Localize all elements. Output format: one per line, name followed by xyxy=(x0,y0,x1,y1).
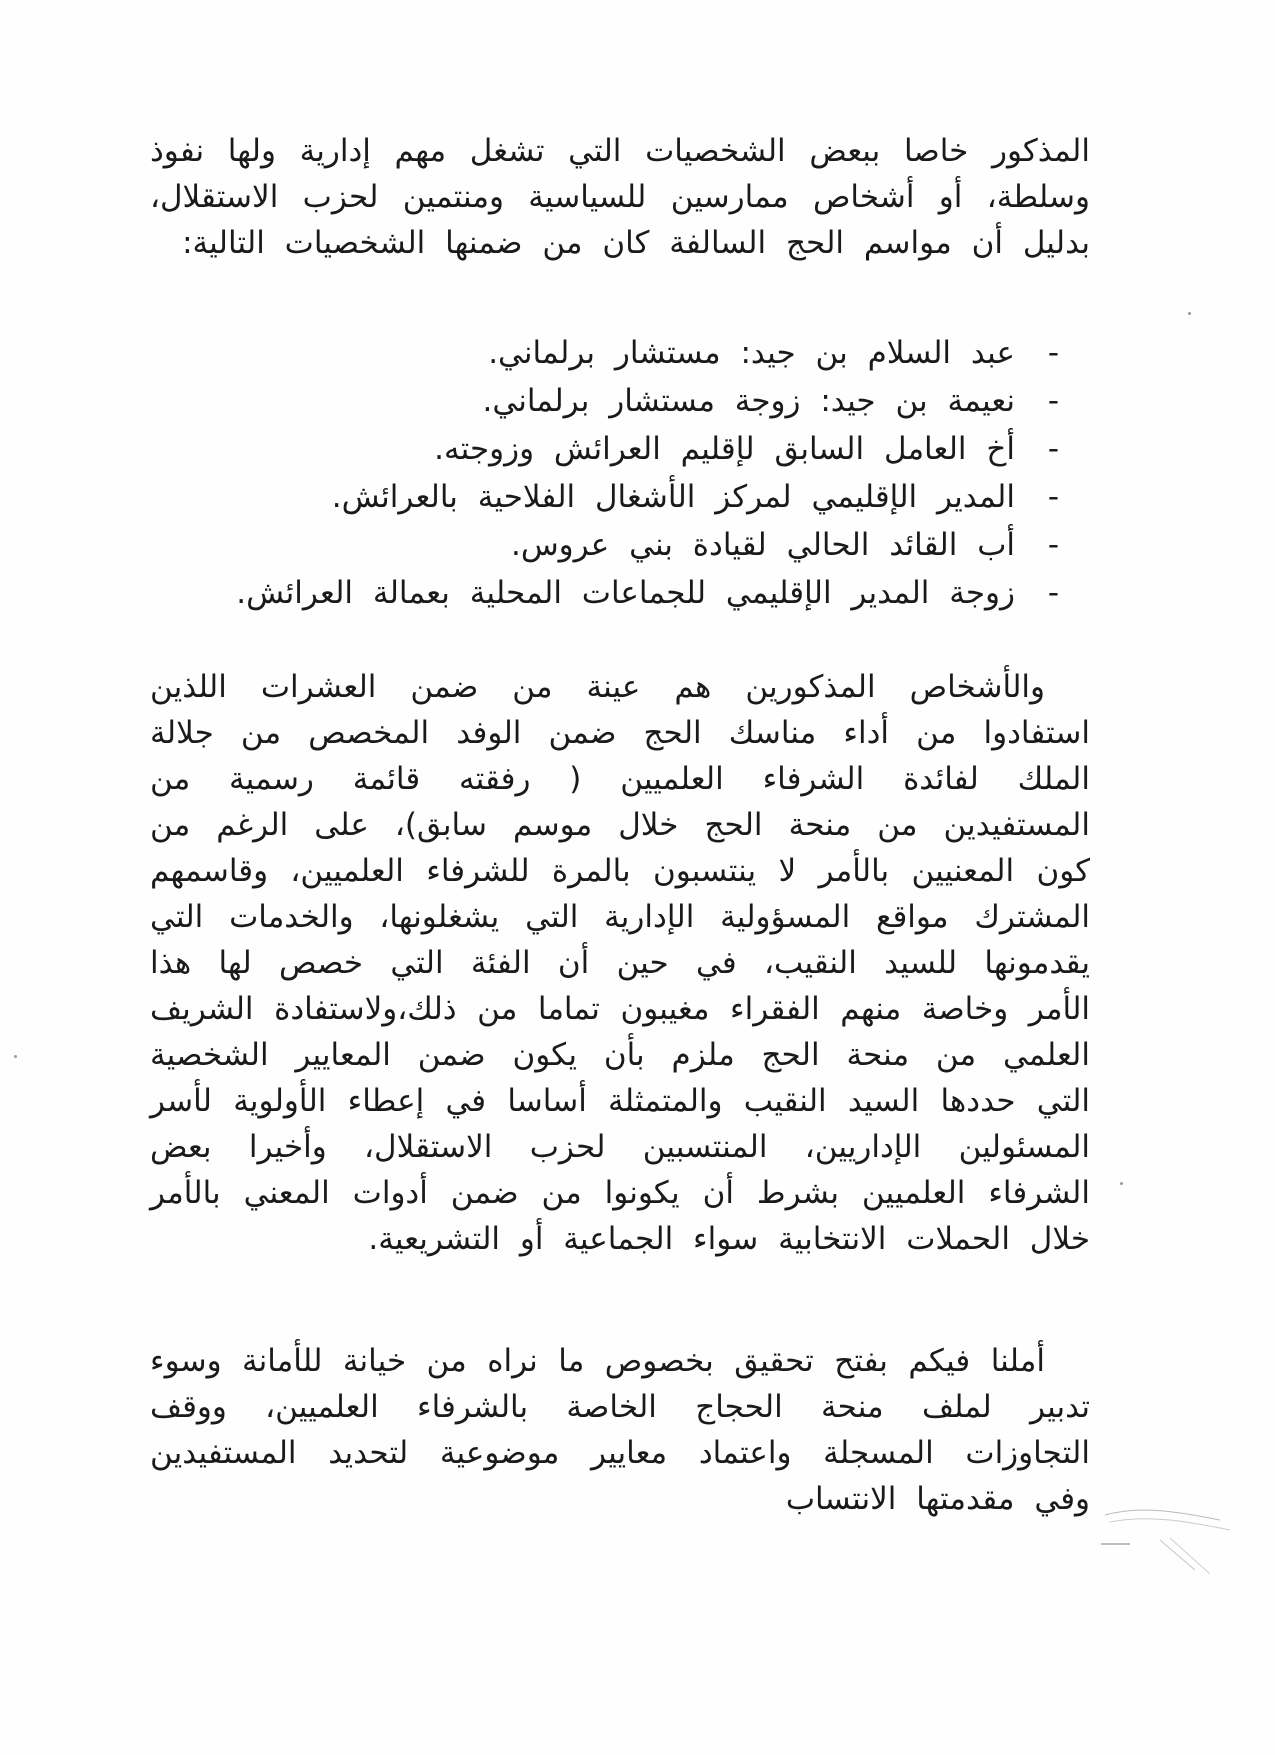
list-item-text: المدير الإقليمي لمركز الأشغال الفلاحية بالعرائش. xyxy=(331,479,1015,515)
list-item-text: أخ العامل السابق لإقليم العرائش وزوجته. xyxy=(434,431,1015,467)
list-marker: - xyxy=(1047,479,1062,515)
list-item-text: زوجة المدير الإقليمي للجماعات المحلية بعمالة العرائش. xyxy=(236,575,1015,611)
main-paragraph: والأشخاص المذكورين هم عينة من ضمن العشرات اللذين استفادوا من أداء مناسك الحج ضمن الوفد المخصص من جلالة الملك لفائدة الشرفاء العلميين ( رفقته قائمة رسمية من المستفيدين من منحة الحج خلال موسم سابق)، على الرغم من كون المعنيين بالأمر لا ينتسبون بالمرة للشرفاء العلميين، وقاسمهم المشترك مواقع المسؤولية الإدارية التي يشغلونها، والخدمات التي يقدمونها للسيد النقيب، في حين أن الفئة التي خصص لها هذا الأمر وخاصة منهم الفقراء مغيبون تماما من ذلك،ولاستفادة الشريف العلمي من منحة الحج ملزم بأن يكون ضمن المعايير الشخصية التي حددها السيد النقيب والمتمثلة أساسا في إعطاء الأولوية لأسر المسئولين الإداريين، المنتسبين لحزب الاستقلال، وأخيرا بعض الشرفاء العلميين بشرط أن يكونوا من ضمن أدوات المعني بالأمر خلال الحملات الانتخابية سواء الجماعية أو التشريعية. xyxy=(150,669,1090,1257)
list-item-text: أب القائد الحالي لقيادة بني عروس. xyxy=(510,527,1015,563)
scan-speck xyxy=(14,1055,17,1058)
scan-speck xyxy=(1188,312,1191,315)
list-marker: - xyxy=(1047,575,1062,611)
scan-artifact-mark xyxy=(1100,1500,1250,1580)
list-marker: - xyxy=(1047,527,1062,563)
list-item xyxy=(150,474,1090,520)
list-item-text: عبد السلام بن جيد: مستشار برلماني. xyxy=(488,335,1015,371)
list-item xyxy=(150,378,1090,424)
personalities-list xyxy=(150,330,1090,618)
list-item xyxy=(150,570,1090,616)
list-item xyxy=(150,522,1090,568)
list-item-text: نعيمة بن جيد: زوجة مستشار برلماني. xyxy=(482,383,1015,419)
list-item xyxy=(150,330,1090,376)
intro-paragraph: المذكور خاصا ببعض الشخصيات التي تشغل مهم إدارية ولها نفوذ وسلطة، أو أشخاص ممارسين للسياسية ومنتمين لحزب الاستقلال، بدليل أن مواسم الحج السالفة كان من ضمنها الشخصيات التالية: xyxy=(150,133,1090,261)
scan-speck xyxy=(1120,1182,1123,1185)
list-marker: - xyxy=(1047,431,1062,467)
list-item xyxy=(150,426,1090,472)
closing-paragraph: أملنا فيكم بفتح تحقيق بخصوص ما نراه من خيانة للأمانة وسوء تدبير لملف منحة الحجاج الخاصة بالشرفاء العلميين، ووقف التجاوزات المسجلة واعتماد معايير موضوعية لتحديد المستفيدين وفي مقدمتها الانتساب xyxy=(150,1343,1090,1517)
list-marker: - xyxy=(1047,335,1062,371)
list-marker: - xyxy=(1047,383,1062,419)
